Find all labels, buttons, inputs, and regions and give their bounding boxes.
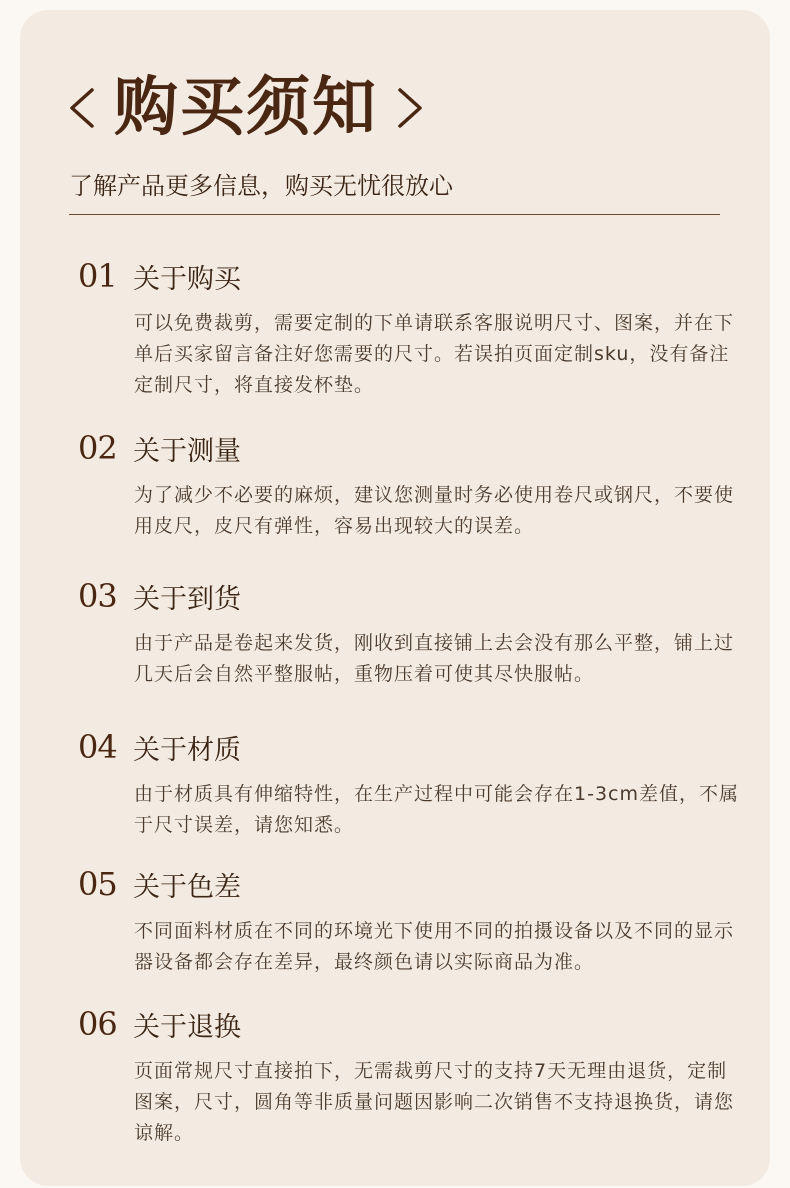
- section-delivery: [78, 574, 758, 690]
- section-body: 不同面料材质在不同的环境光下使用不同的拍摄设备以及不同的显示器设备都会存在差异，最终颜色请以实际商品为准。: [134, 920, 735, 973]
- section-body: 页面常规尺寸直接拍下，无需裁剪尺寸的支持7天无理由退货，定制图案，尺寸，圆角等非质量问题因影响二次销售不支持退换货，请您谅解。: [134, 1060, 735, 1144]
- section-title: 关于购买: [133, 263, 241, 295]
- section-body: 为了减少不必要的麻烦，建议您测量时务必使用卷尺或钢尺，不要使用皮尺，皮尺有弹性，容易出现较大的误差。: [134, 484, 735, 537]
- section-title: 关于色差: [133, 871, 241, 903]
- section-material: [78, 725, 758, 841]
- section-measure: [78, 426, 758, 542]
- title-row: [62, 68, 430, 148]
- chevron-left-icon: [62, 68, 104, 148]
- section-number: 04: [78, 728, 117, 766]
- header-divider: [69, 214, 720, 215]
- section-return: [78, 1002, 758, 1149]
- section-title: 关于退换: [133, 1011, 241, 1043]
- section-color: [78, 862, 758, 978]
- section-number: 01: [78, 257, 117, 295]
- section-number: 02: [78, 429, 117, 467]
- page-subtitle: 了解产品更多信息，购买无忧很放心: [69, 172, 453, 200]
- section-number: 06: [78, 1005, 117, 1043]
- section-title: 关于材质: [133, 734, 241, 766]
- section-title: 关于测量: [133, 435, 241, 467]
- page-title: 购买须知: [114, 71, 378, 145]
- section-purchase: [78, 254, 758, 401]
- section-number: 03: [78, 577, 117, 615]
- section-number: 05: [78, 865, 117, 903]
- chevron-right-icon: [388, 68, 430, 148]
- section-body: 由于材质具有伸缩特性，在生产过程中可能会存在1-3cm差值，不属于尺寸误差，请您知悉。: [134, 783, 739, 836]
- section-title: 关于到货: [133, 583, 241, 615]
- section-body: 由于产品是卷起来发货，刚收到直接铺上去会没有那么平整，铺上过几天后会自然平整服帖，重物压着可使其尽快服帖。: [134, 632, 735, 685]
- section-body: 可以免费裁剪，需要定制的下单请联系客服说明尺寸、图案，并在下单后买家留言备注好您需要的尺寸。若误拍页面定制sku，没有备注定制尺寸，将直接发杯垫。: [134, 312, 735, 396]
